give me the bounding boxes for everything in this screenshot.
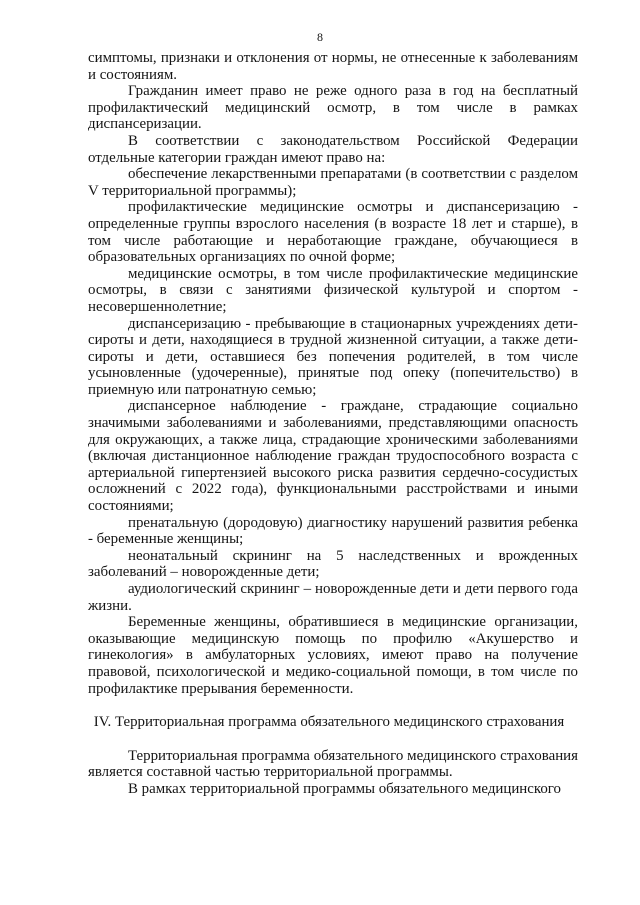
section-heading: IV. Территориальная программа обязательного медицинского страхования [93, 714, 565, 731]
paragraph-program-scope: В рамках территориальной программы обязательного медицинского [128, 780, 561, 797]
paragraph-audiological-screening: аудиологический скрининг – новорожденные дети и дети первого года жизни. [88, 581, 578, 614]
paragraph-preventive-exams-adults: профилактические медицинские осмотры и диспансеризацию - определенные группы взрослого населения (в возрасте 18 лет и старше), в том числе работающие и неработающие граждане, обучающиеся в образовательных организациях по очной форме; [88, 199, 578, 266]
paragraph-dispensarization-orphans: диспансеризацию - пребывающие в стационарных учреждениях дети-сироты и дети, находящиеся в трудной жизненной ситуации, а также дети-сироты и дети, оставшиеся без попечения родителей, в том числе усыновленные (удочеренные), принятые под опеку (попечительство) в приемную или патронатную семью; [88, 315, 578, 398]
paragraph-program-component: Территориальная программа обязательного медицинского страхования является составной частью территориальной программы. [88, 747, 578, 781]
paragraph-citizen-categories-intro: В соответствии с законодательством Российской Федерации отдельные категории граждан имеют право на: [88, 132, 578, 166]
page-number: 8 [317, 30, 323, 44]
document-body [88, 50, 578, 798]
paragraph-dispensary-observation: диспансерное наблюдение - граждане, страдающие социально значимыми заболеваниями и заболеваниями, представляющими опасность для окружающих, а также лица, страдающие хроническими заболеваниями (включая дистанционное наблюдение граждан трудоспособного возраста с артериальной гипертензией высокого риска развития сердечно-сосудистых осложнений с 2022 года), функциональными расстройствами и иными состояниями; [88, 398, 578, 515]
paragraph-preventive-exam-right: Гражданин имеет право не реже одного раза в год на бесплатный профилактический медицинский осмотр, в том числе в рамках диспансеризации. [88, 83, 578, 133]
paragraph-symptoms-continuation: симптомы, признаки и отклонения от нормы, не отнесенные к заболеваниям и состояниям. [88, 50, 578, 83]
paragraph-neonatal-screening: неонатальный скрининг на 5 наследственных и врожденных заболеваний – новорожденные дети; [88, 547, 578, 581]
paragraph-prenatal-diagnostics: пренатальную (дородовую) диагностику нарушений развития ребенка - беременные женщины; [88, 514, 578, 548]
paragraph-medication-provision: обеспечение лекарственными препаратами (в соответствии с разделом V территориальной программы); [88, 166, 578, 199]
paragraph-medical-exams-minors: медицинские осмотры, в том числе профилактические медицинские осмотры, в связи с занятиями физической культурой и спортом - несовершеннолетние; [88, 265, 578, 315]
paragraph-pregnant-women-help: Беременные женщины, обратившиеся в медицинские организации, оказывающие медицинскую помощь по профилю «Акушерство и гинекология» в амбулаторных условиях, имеют право на получение правовой, психологической и медико-социальной помощи, в том числе по профилактике прерывания беременности. [88, 614, 578, 697]
